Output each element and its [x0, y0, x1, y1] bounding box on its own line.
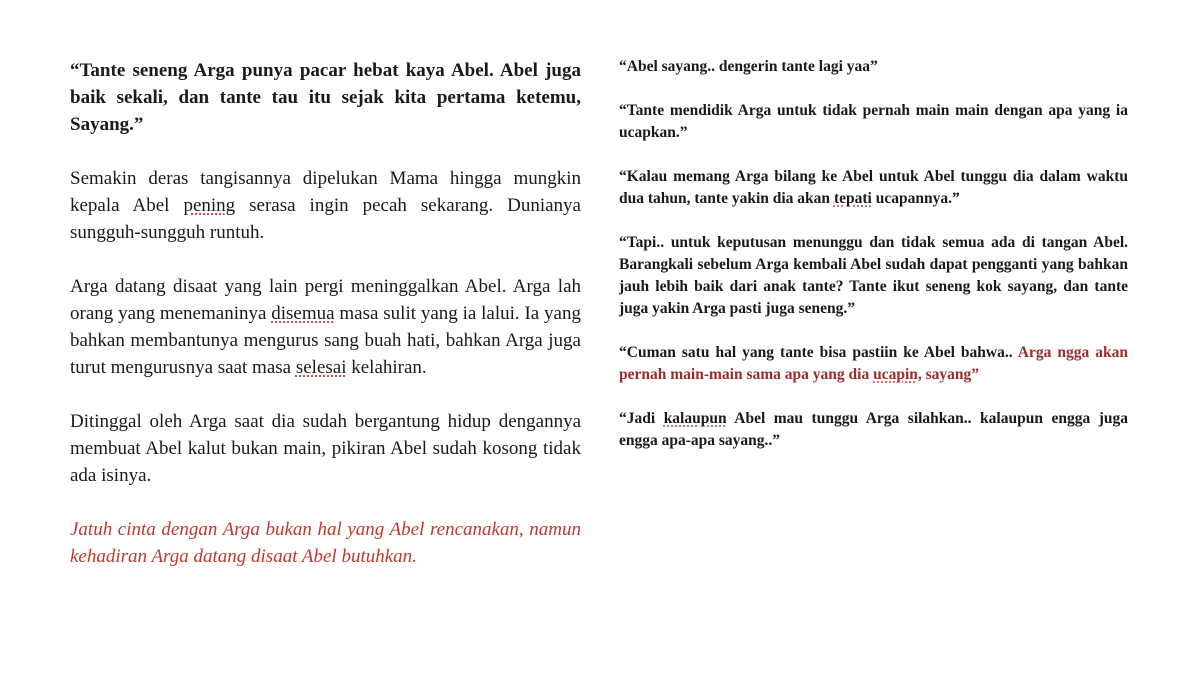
right-paragraph-1: “Abel sayang.. dengerin tante lagi yaa” — [619, 58, 878, 75]
text-span: masa sulit yang ia lalui. Ia yang bahkan membantunya mengurus sang buah hati, bahkan Arga juga turut mengurusnya saat masa — [70, 303, 581, 378]
spellcheck-word: kalaupun — [663, 410, 727, 427]
text-span: ucapannya.” — [871, 190, 960, 207]
spellcheck-word: pening — [183, 195, 236, 216]
right-paragraph-2: “Tante mendidik Arga untuk tidak pernah main main dengan apa yang ia ucapkan.” — [619, 102, 1128, 141]
text-span: serasa ingin pecah sekarang. Dunianya sungguh-sungguh runtuh. — [70, 195, 581, 243]
left-paragraph-3 — [70, 273, 581, 381]
text-span: “Kalau memang Arga bilang ke Abel untuk Abel tunggu dia dalam waktu dua tahun, tante yakin dia akan — [619, 168, 1128, 207]
text-span: , sayang” — [917, 366, 980, 383]
spellcheck-word: selesai — [295, 357, 347, 378]
spellcheck-word: disemua — [271, 303, 335, 324]
left-column — [70, 57, 581, 597]
text-span: Semakin deras tangisannya dipelukan Mama hingga mungkin kepala Abel — [70, 168, 581, 216]
text-span: Abel mau tunggu Arga silahkan.. kalaupun engga juga engga apa-apa sayang..” — [619, 410, 1128, 449]
left-paragraph-4: Ditinggal oleh Arga saat dia sudah bergantung hidup dengannya membuat Abel kalut bukan main, pikiran Abel sudah kosong tidak ada isinya. — [70, 411, 581, 486]
left-paragraph-5: Jatuh cinta dengan Arga bukan hal yang Abel rencanakan, namun kehadiran Arga datang disaat Abel butuhkan. — [70, 519, 581, 567]
right-column — [619, 56, 1128, 474]
text-span: “Cuman satu hal yang tante bisa pastiin ke Abel bahwa.. — [619, 344, 1018, 361]
text-span: Arga datang disaat yang lain pergi meninggalkan Abel. Arga lah orang yang menemaninya — [70, 276, 581, 324]
right-paragraph-5 — [619, 342, 1128, 386]
text-span: “Jadi — [619, 410, 664, 427]
text-span: kelahiran. — [346, 357, 427, 378]
left-paragraph-2 — [70, 165, 581, 246]
right-paragraph-6 — [619, 408, 1128, 452]
text-span: Arga ngga akan pernah main-main sama apa yang dia — [619, 344, 1128, 383]
spellcheck-word: tepati — [833, 190, 872, 207]
spellcheck-word: ucapin — [873, 366, 918, 383]
right-paragraph-4: “Tapi.. untuk keputusan menunggu dan tidak semua ada di tangan Abel. Barangkali sebelum Arga kembali Abel sudah dapat pengganti yang bahkan jauh lebih baik dari anak tante? Tante ikut seneng kok sayang, dan tante juga yakin Arga pasti juga seneng.” — [619, 234, 1128, 317]
right-paragraph-3 — [619, 166, 1128, 210]
left-paragraph-1: “Tante seneng Arga punya pacar hebat kaya Abel. Abel juga baik sekali, dan tante tau itu sejak kita pertama ketemu, Sayang.” — [70, 60, 581, 135]
